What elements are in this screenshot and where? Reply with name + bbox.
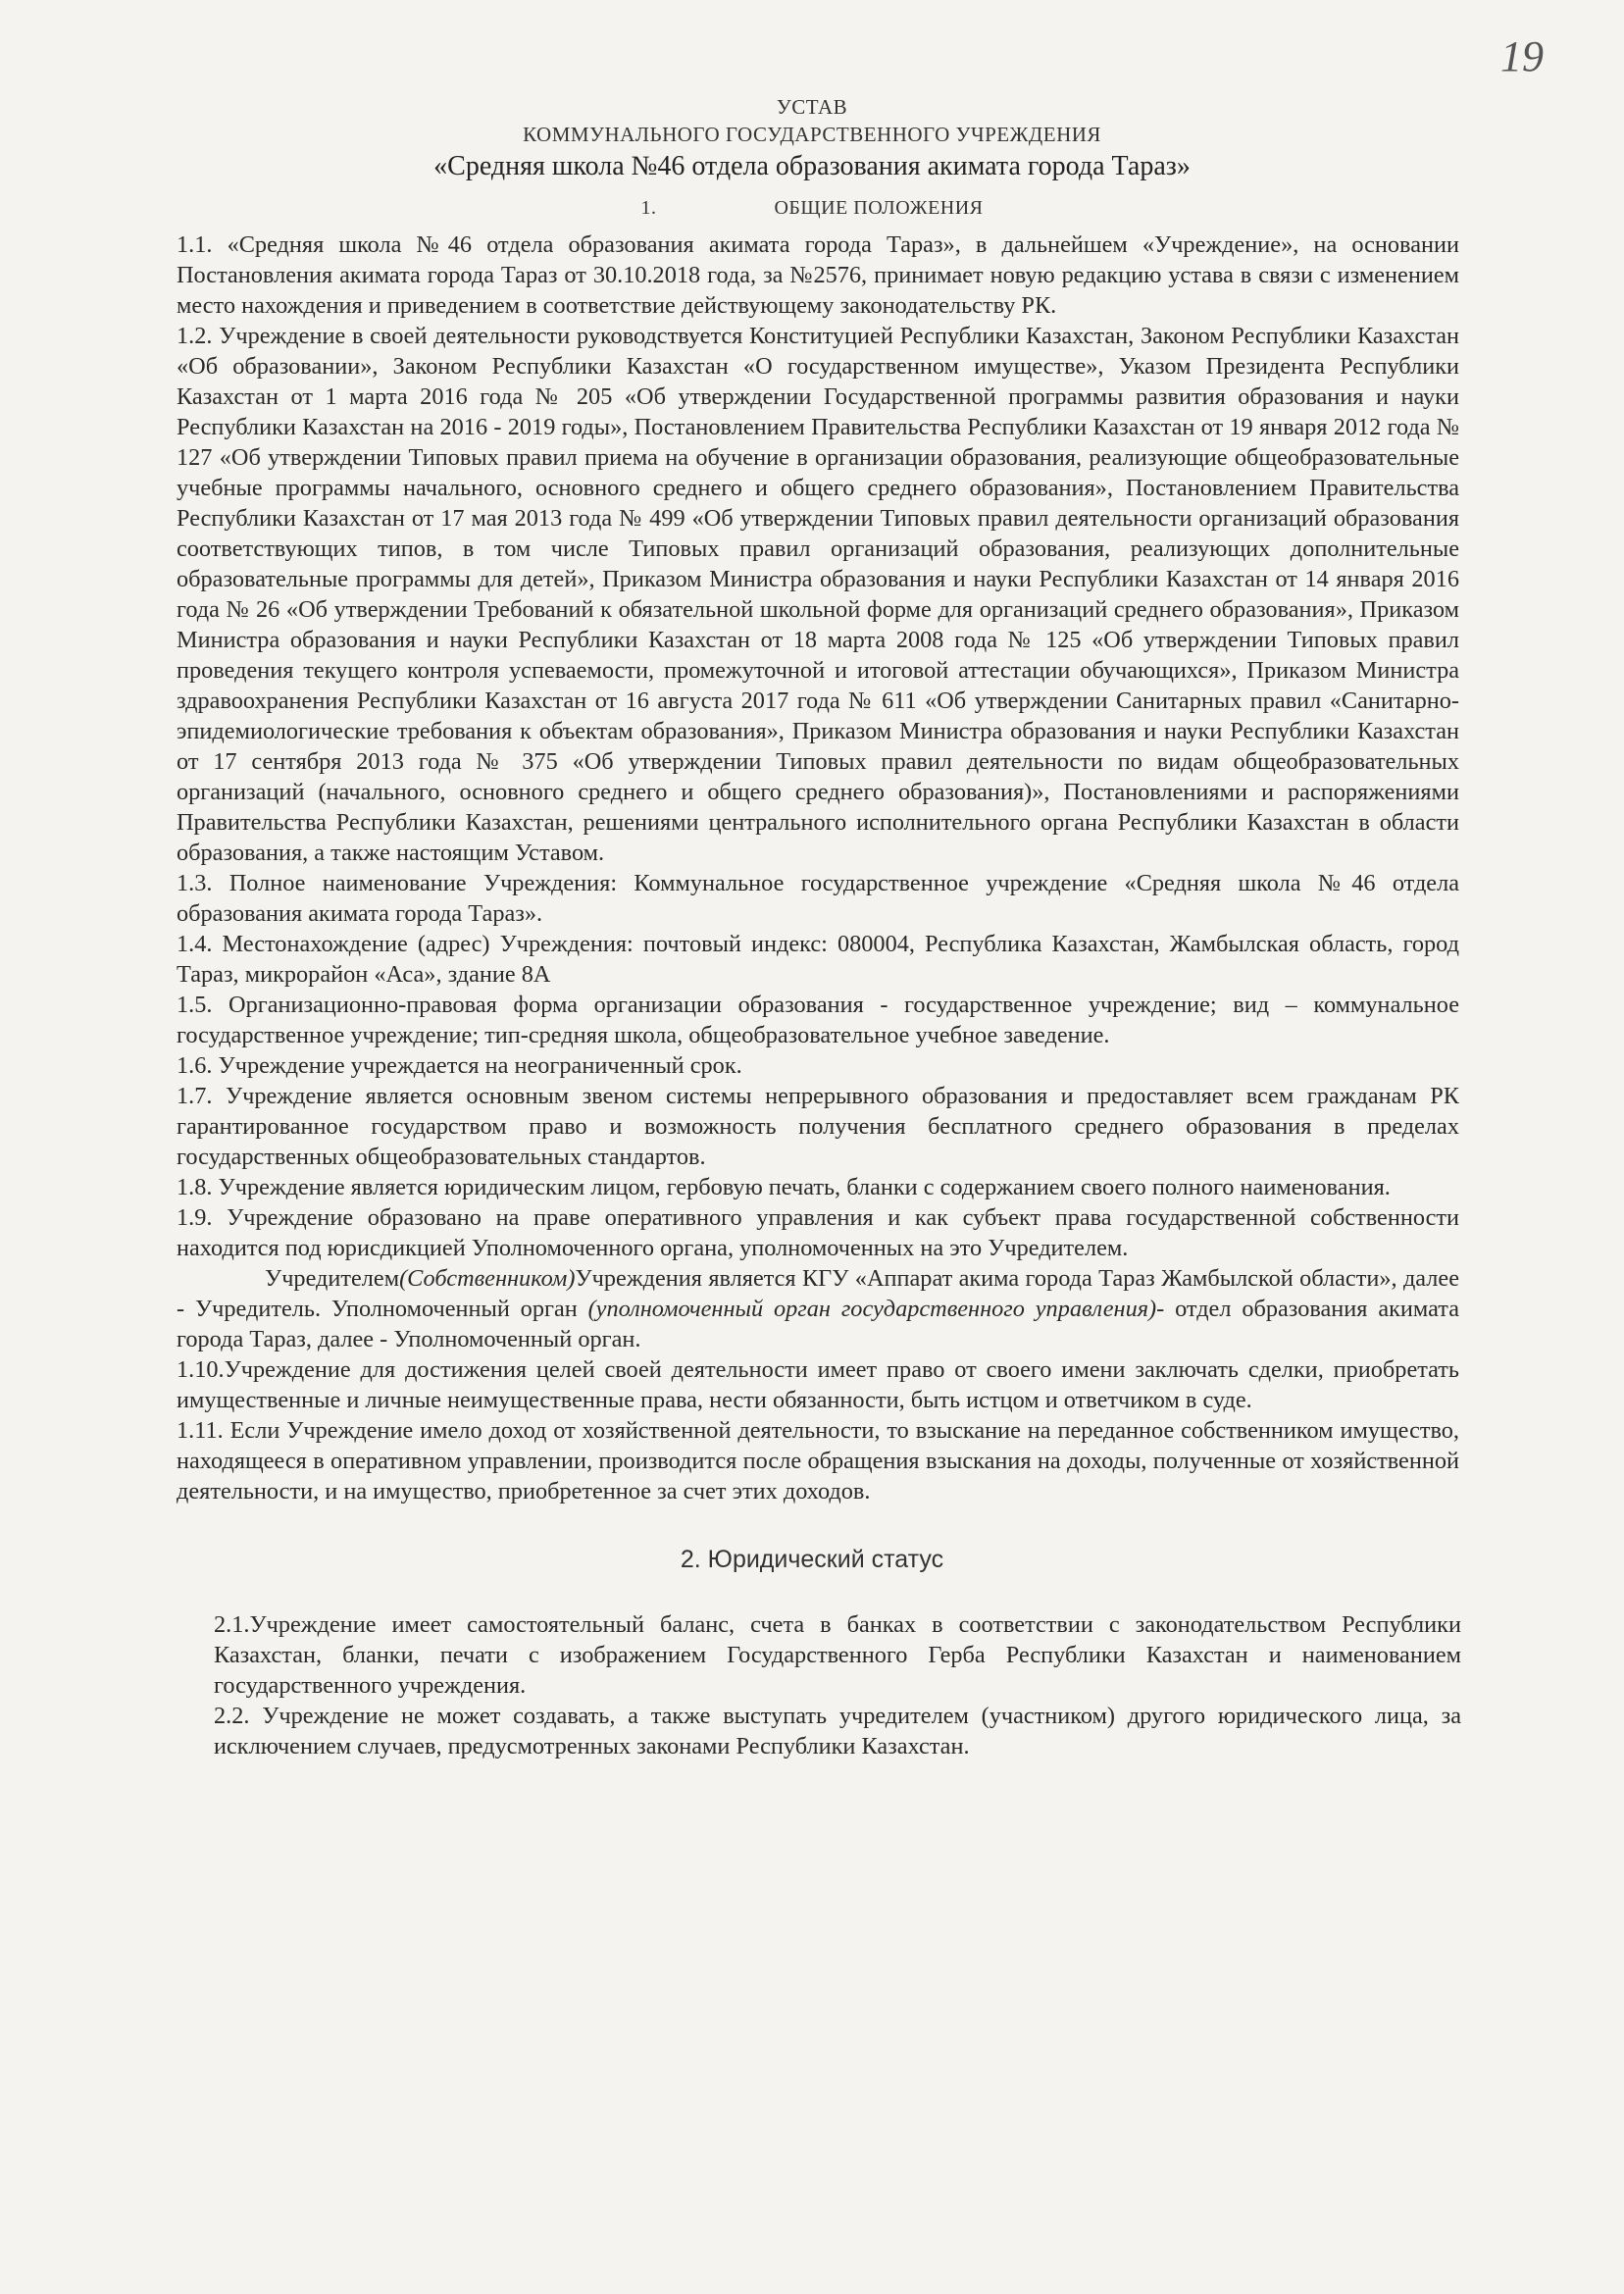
section-1-title-text: ОБЩИЕ ПОЛОЖЕНИЯ: [774, 197, 984, 219]
paragraph-1-6: 1.6. Учреждение учреждается на неограниченный срок.: [177, 1052, 742, 1079]
paragraph-1-7: 1.7. Учреждение является основным звеном системы непрерывного образования и предоставляет всем гражданам РК гарантированное государством право и возможность получения бесплатного среднего образования в пределах государственных общеобразовательных стандартов.: [177, 1083, 1459, 1170]
section-1-number: 1.: [640, 197, 657, 219]
section-2-body: [214, 1609, 1461, 1761]
paragraph-1-2: 1.2. Учреждение в своей деятельности руководствуется Конституцией Республики Казахстан, Законом Республики Казахстан «Об образовании», Законом Республики Казахстан «О государственном имуществе», Указом Президента Республики Казахстан от 1 марта 2016 года № 205 «Об утверждении Государственной программы развития образования и науки Республики Казахстан на 2016 - 2019 годы», Постановлением Правительства Республики Казахстан от 19 января 2012 года № 127 «Об утверждении Типовых правил приема на обучение в организации образования, реализующие общеобразовательные учебные программы начального, основного среднего и общего среднего образования», Постановлением Правительства Республики Казахстан от 17 мая 2013 года № 499 «Об утверждении Типовых правил деятельности организаций образования соответствующих типов, в том числе Типовых правил организаций образования, реализующих дополнительные образовательные программы для детей», Приказом Министра образования и науки Республики Казахстан от 14 января 2016 года № 26 «Об утверждении Требований к обязательной школьной форме для организаций среднего образования», Приказом Министра образования и науки Республики Казахстан от 18 марта 2008 года № 125 «Об утверждении Типовых правил проведения текущего контроля успеваемости, промежуточной и итоговой аттестации обучающихся», Приказом Министра здравоохранения Республики Казахстан от 16 августа 2017 года № 611 «Об утверждении Санитарных правил «Санитарно-эпидемиологические требования к объектам образования», Приказом Министра образования и науки Республики Казахстан от 17 сентября 2013 года № 375 «Об утверждении Типовых правил деятельности по видам общеобразовательных организаций (начального, основного среднего и общего среднего образования)», Постановлениями и распоряжениями Правительства Республики Казахстан, решениями центрального исполнительного органа Республики Казахстан в области образования, а также настоящим Уставом.: [177, 323, 1459, 866]
section-2-title: 2. Юридический статус: [680, 1546, 944, 1573]
paragraph-1-10: 1.10.Учреждение для достижения целей своей деятельности имеет право от своего имени заключать сделки, приобретать имущественные и личные неимущественные права, нести обязанности, быть истцом и ответчиком в суде.: [177, 1356, 1459, 1413]
org-type-heading: КОММУНАЛЬНОГО ГОСУДАРСТВЕННОГО УЧРЕЖДЕНИЯ: [523, 123, 1101, 146]
founder-text-1: Учредителем: [265, 1265, 400, 1292]
paragraph-1-11: 1.11. Если Учреждение имело доход от хозяйственной деятельности, то взыскание на переданное собственником имущество, находящееся в оперативном управлении, производится после обращения взыскания на доходы, полученные от хозяйственной деятельности, и на имущество, приобретенное за счет этих доходов.: [177, 1417, 1459, 1504]
paragraph-1-9: 1.9. Учреждение образовано на праве оперативного управления и как субъект права государственной собственности находится под юрисдикцией Уполномоченного органа, уполномоченных на это Учредителем.: [177, 1204, 1459, 1261]
founder-text-2: Учреждения является КГУ «Аппарат акима города Тараз Жамбылской области», далее - Учредитель. Уполномоченный орган: [177, 1265, 1459, 1322]
paragraph-1-5: 1.5. Организационно-правовая форма организации образования - государственное учреждение; вид – коммунальное государственное учреждение; тип-средняя школа, общеобразовательное учебное заведение.: [177, 992, 1459, 1048]
section-1-body: [177, 229, 1459, 1506]
founder-text-owner: (Собственником): [399, 1265, 576, 1292]
paragraph-1-8: 1.8. Учреждение является юридическим лицом, гербовую печать, бланки с содержанием своего полного наименования.: [177, 1174, 1391, 1200]
paragraph-1-3: 1.3. Полное наименование Учреждения: Коммунальное государственное учреждение «Средняя школа №46 отдела образования акимата города Тараз».: [177, 870, 1459, 927]
handwritten-page-number: 19: [1500, 32, 1544, 80]
school-name-heading: «Средняя школа №46 отдела образования акимата города Тараз»: [433, 151, 1191, 181]
founder-text-3: - отдел образования акимата города Тараз, далее - Уполномоченный орган.: [177, 1296, 1459, 1352]
paragraph-1-4: 1.4. Местонахождение (адрес) Учреждения: почтовый индекс: 080004, Республика Казахстан, Жамбылская область, город Тараз, микрорайон «Аса», здание 8А: [177, 931, 1459, 988]
founder-paragraph: [177, 1263, 1459, 1354]
paragraph-1-1: 1.1. «Средняя школа №46 отдела образования акимата города Тараз», в дальнейшем «Учреждение», на основании Постановления акимата города Тараз от 30.10.2018 года, за №2576, принимает новую редакцию устава в связи с изменением место нахождения и приведением в соответствие действующему законодательству РК.: [177, 231, 1459, 319]
founder-text-authority: (уполномоченный орган государственного управления): [587, 1296, 1157, 1322]
section-1-title: [0, 197, 1624, 220]
paragraph-2-1: 2.1.Учреждение имеет самостоятельный баланс, счета в банках в соответствии с законодательством Республики Казахстан, бланки, печати с изображением Государственного Герба Республики Казахстан и наименованием государственного учреждения.: [214, 1611, 1461, 1699]
paragraph-2-2: 2.2. Учреждение не может создавать, а также выступать учредителем (участником) другого юридического лица, за исключением случаев, предусмотренных законами Республики Казахстан.: [214, 1703, 1461, 1759]
doc-type-heading: УСТАВ: [776, 95, 848, 119]
